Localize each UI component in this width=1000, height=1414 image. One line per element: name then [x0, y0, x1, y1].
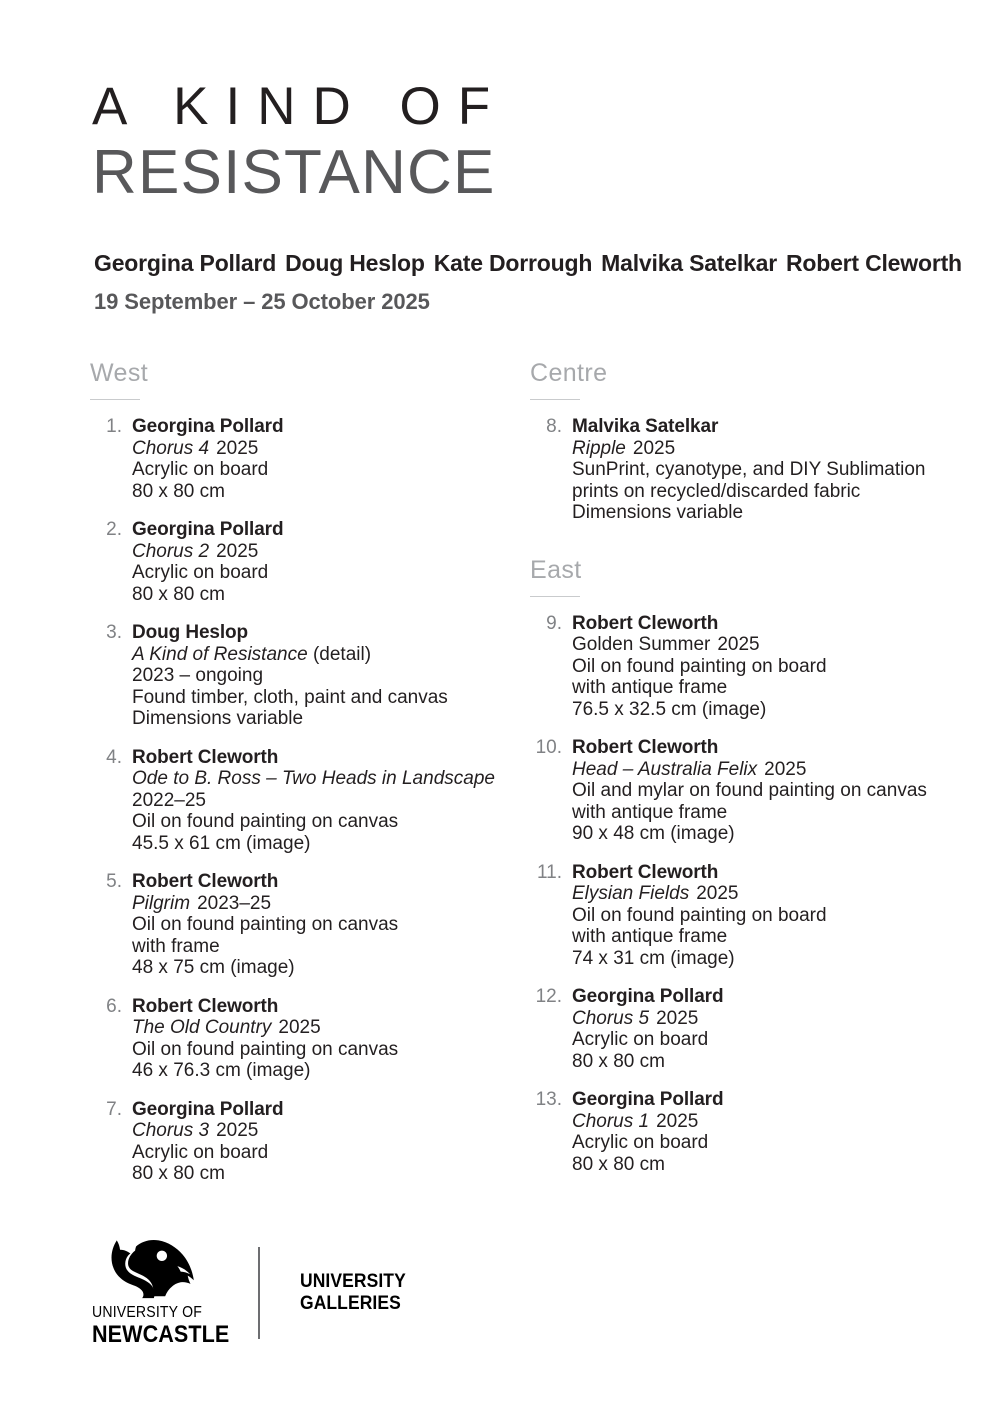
entry-detail-line: 48 x 75 cm (image): [132, 957, 295, 978]
entry-detail-line: Dimensions variable: [572, 502, 744, 523]
entry-number: 5.: [106, 871, 122, 892]
entry-detail-line: Oil and mylar on found painting on canvas: [572, 780, 927, 801]
entry-title: Chorus 5: [572, 1007, 650, 1029]
entry-detail-line: 80 x 80 cm: [572, 1050, 665, 1072]
entry-title-line: [132, 438, 510, 460]
entry-number: 1.: [106, 416, 122, 437]
entry-detail-line: Acrylic on board: [132, 1141, 269, 1163]
column-west: [90, 355, 510, 1202]
entry-body: [572, 1089, 950, 1175]
entry-number: 7.: [106, 1098, 122, 1120]
footer-divider: [258, 1247, 260, 1339]
entry-year: 2023–25: [197, 892, 272, 914]
entry-title: Ripple: [572, 437, 626, 459]
galleries-line-1: UNIVERSITY: [299, 1270, 406, 1292]
entry-title-suffix: (detail): [312, 643, 372, 665]
entry-artist: Georgina Pollard: [132, 1098, 284, 1120]
section-header: West: [90, 359, 149, 387]
entry-artist: Georgina Pollard: [132, 416, 284, 437]
entry-number: 6.: [106, 995, 122, 1017]
entry-year: 2025: [216, 540, 259, 562]
entry-year: 2025: [216, 437, 259, 459]
entry-body: [572, 416, 950, 524]
section-rule: [530, 399, 580, 400]
entry-title-line: [572, 634, 950, 656]
entry-year: 2025: [656, 1007, 699, 1029]
catalogue-entry: [90, 871, 510, 979]
artist-name: Georgina Pollard: [94, 250, 277, 276]
artist-name: Malvika Satelkar: [601, 250, 777, 276]
entry-detail-line: Oil on found painting on canvas: [132, 811, 399, 832]
entry-artist: Robert Cleworth: [572, 612, 719, 634]
section-west: [90, 355, 510, 1185]
catalogue-entry: [530, 416, 950, 524]
entry-detail-line: with antique frame: [572, 677, 728, 698]
uon-line-1: UNIVERSITY OF: [92, 1304, 202, 1321]
artist-name: Doug Heslop: [285, 250, 425, 276]
section-centre: [530, 355, 950, 524]
entry-title: Pilgrim: [132, 892, 191, 914]
entry-title: Ode to B. Ross – Two Heads in Landscape: [132, 768, 495, 789]
entry-artist: Robert Cleworth: [132, 871, 279, 892]
catalogue-entry: [530, 1089, 950, 1175]
entry-title: Chorus 4: [132, 437, 210, 459]
page-title: [92, 77, 932, 208]
entry-year: 2025: [632, 437, 676, 459]
entry-title: Chorus 1: [572, 1110, 650, 1132]
entry-artist: Robert Cleworth: [132, 746, 279, 768]
section-rule: [90, 399, 140, 400]
entry-detail-line: with frame: [132, 935, 220, 957]
entry-year: 2025: [278, 1017, 321, 1038]
catalogue-entry: [90, 622, 510, 730]
entry-title-line: [572, 438, 950, 460]
entry-artist: Robert Cleworth: [132, 995, 279, 1017]
catalogue-entry: [530, 986, 950, 1072]
entry-title: Elysian Fields: [572, 883, 690, 904]
entry-artist: Robert Cleworth: [572, 737, 719, 758]
catalogue-entry: [90, 416, 510, 502]
artist-list: [94, 250, 962, 277]
entry-title: The Old Country: [132, 1017, 272, 1038]
entry-title-line: [572, 1008, 950, 1030]
catalogue-entry: [90, 1099, 510, 1185]
university-galleries-logo: [300, 1271, 406, 1315]
entry-title-line: [572, 1111, 950, 1133]
university-of-newcastle-logo: [92, 1238, 230, 1348]
entry-title: Chorus 3: [132, 1120, 210, 1141]
entry-number: 12.: [535, 986, 562, 1007]
entry-detail-line: Oil on found painting on canvas: [132, 1038, 399, 1060]
entry-artist: Georgina Pollard: [572, 986, 724, 1007]
entry-detail-line: 46 x 76.3 cm (image): [132, 1060, 311, 1081]
entry-number: 11.: [536, 861, 562, 883]
footer-logos: [92, 1238, 415, 1348]
entry-title-line: [132, 1017, 510, 1039]
entry-body: [132, 622, 510, 730]
entry-year: 2025: [216, 1120, 259, 1141]
entry-detail-line: SunPrint, cyanotype, and DIY Sublimation: [572, 459, 926, 480]
entry-body: [132, 871, 510, 979]
entry-body: [132, 996, 510, 1082]
entry-detail-line: Found timber, cloth, paint and canvas: [132, 686, 448, 708]
galleries-line-2: GALLERIES: [299, 1292, 401, 1314]
entry-body: [572, 986, 950, 1072]
entry-title-line: [132, 1120, 510, 1142]
entry-detail-line: Oil on found painting on board: [572, 655, 827, 677]
artist-name: Robert Cleworth: [785, 250, 962, 276]
column-right: [530, 355, 950, 1192]
entry-body: [132, 519, 510, 605]
entry-artist: Georgina Pollard: [132, 519, 284, 540]
entry-detail-line: Acrylic on board: [132, 562, 269, 583]
entry-detail-line: Oil on found painting on canvas: [132, 914, 399, 935]
entry-number: 2.: [106, 519, 122, 540]
entry-body: [132, 1099, 510, 1185]
entry-detail-line: prints on recycled/discarded fabric: [572, 480, 861, 502]
entry-year: 2025: [696, 883, 739, 904]
entry-artist: Georgina Pollard: [572, 1089, 724, 1110]
entry-body: [572, 613, 950, 721]
entry-title-line: [132, 893, 510, 915]
section-header: East: [530, 555, 582, 584]
catalogue-entry: [530, 737, 950, 845]
entry-title: A Kind of Resistance: [132, 643, 308, 665]
entry-body: [132, 747, 510, 855]
catalogue-entry: [90, 747, 510, 855]
entry-body: [132, 416, 510, 502]
entry-detail-line: 90 x 48 cm (image): [572, 823, 735, 844]
exhibition-dates: 19 September – 25 October 2025: [94, 289, 430, 314]
entry-body: [572, 737, 950, 845]
entry-title: Golden Summer: [572, 634, 711, 655]
entry-detail-line: 76.5 x 32.5 cm (image): [572, 698, 767, 720]
title-line-1: A KIND OF: [92, 77, 508, 136]
catalogue-entry: [90, 996, 510, 1082]
entry-detail-line: 45.5 x 61 cm (image): [132, 832, 311, 854]
entry-number: 9.: [546, 612, 562, 634]
horse-head-icon: [104, 1238, 200, 1300]
entry-detail-line: 80 x 80 cm: [132, 583, 225, 605]
title-line-2: RESISTANCE: [92, 138, 496, 208]
entry-number: 13.: [535, 1089, 562, 1110]
entry-number: 8.: [546, 416, 562, 437]
entry-detail-line: 80 x 80 cm: [132, 480, 225, 502]
entry-detail-line: Dimensions variable: [132, 708, 304, 729]
entry-year: 2023 – ongoing: [132, 665, 264, 686]
entry-year: 2025: [764, 758, 807, 780]
entry-year: 2025: [717, 634, 760, 655]
section-east: [530, 552, 950, 1176]
uon-line-2: NEWCASTLE: [92, 1320, 230, 1348]
entry-detail-line: Acrylic on board: [572, 1132, 709, 1153]
section-header: Centre: [530, 359, 608, 387]
entry-body: [572, 862, 950, 970]
entry-artist: Malvika Satelkar: [572, 416, 719, 437]
entry-number: 4.: [106, 746, 122, 768]
entry-year: 2022–25: [132, 789, 206, 811]
entry-year: 2025: [656, 1110, 699, 1132]
artist-name: Kate Dorrough: [433, 250, 593, 276]
entry-artist: Robert Cleworth: [572, 861, 719, 883]
entry-detail-line: 74 x 31 cm (image): [572, 947, 735, 969]
entry-artist: Doug Heslop: [132, 622, 249, 643]
entry-number: 3.: [106, 622, 122, 643]
catalogue-entry: [90, 519, 510, 605]
catalogue-entry: [530, 862, 950, 970]
entry-number: 10.: [535, 737, 562, 758]
entry-detail-line: with antique frame: [572, 801, 728, 823]
entry-detail-line: Acrylic on board: [132, 459, 269, 480]
entry-title-line: [572, 883, 950, 905]
entry-detail-line: Oil on found painting on board: [572, 904, 827, 926]
entry-detail-line: 80 x 80 cm: [572, 1153, 665, 1175]
entry-detail-line: 80 x 80 cm: [132, 1163, 225, 1184]
entry-title-line: [132, 541, 510, 563]
entry-title: Chorus 2: [132, 540, 210, 562]
catalogue-entry: [530, 613, 950, 721]
entry-detail-line: Acrylic on board: [572, 1029, 709, 1050]
entry-title-line: [132, 644, 510, 666]
section-rule: [530, 596, 580, 597]
entry-title: Head – Australia Felix: [572, 758, 758, 780]
entry-title-line: [572, 759, 950, 781]
entry-detail-line: with antique frame: [572, 926, 728, 947]
entry-title-line: [132, 768, 510, 790]
